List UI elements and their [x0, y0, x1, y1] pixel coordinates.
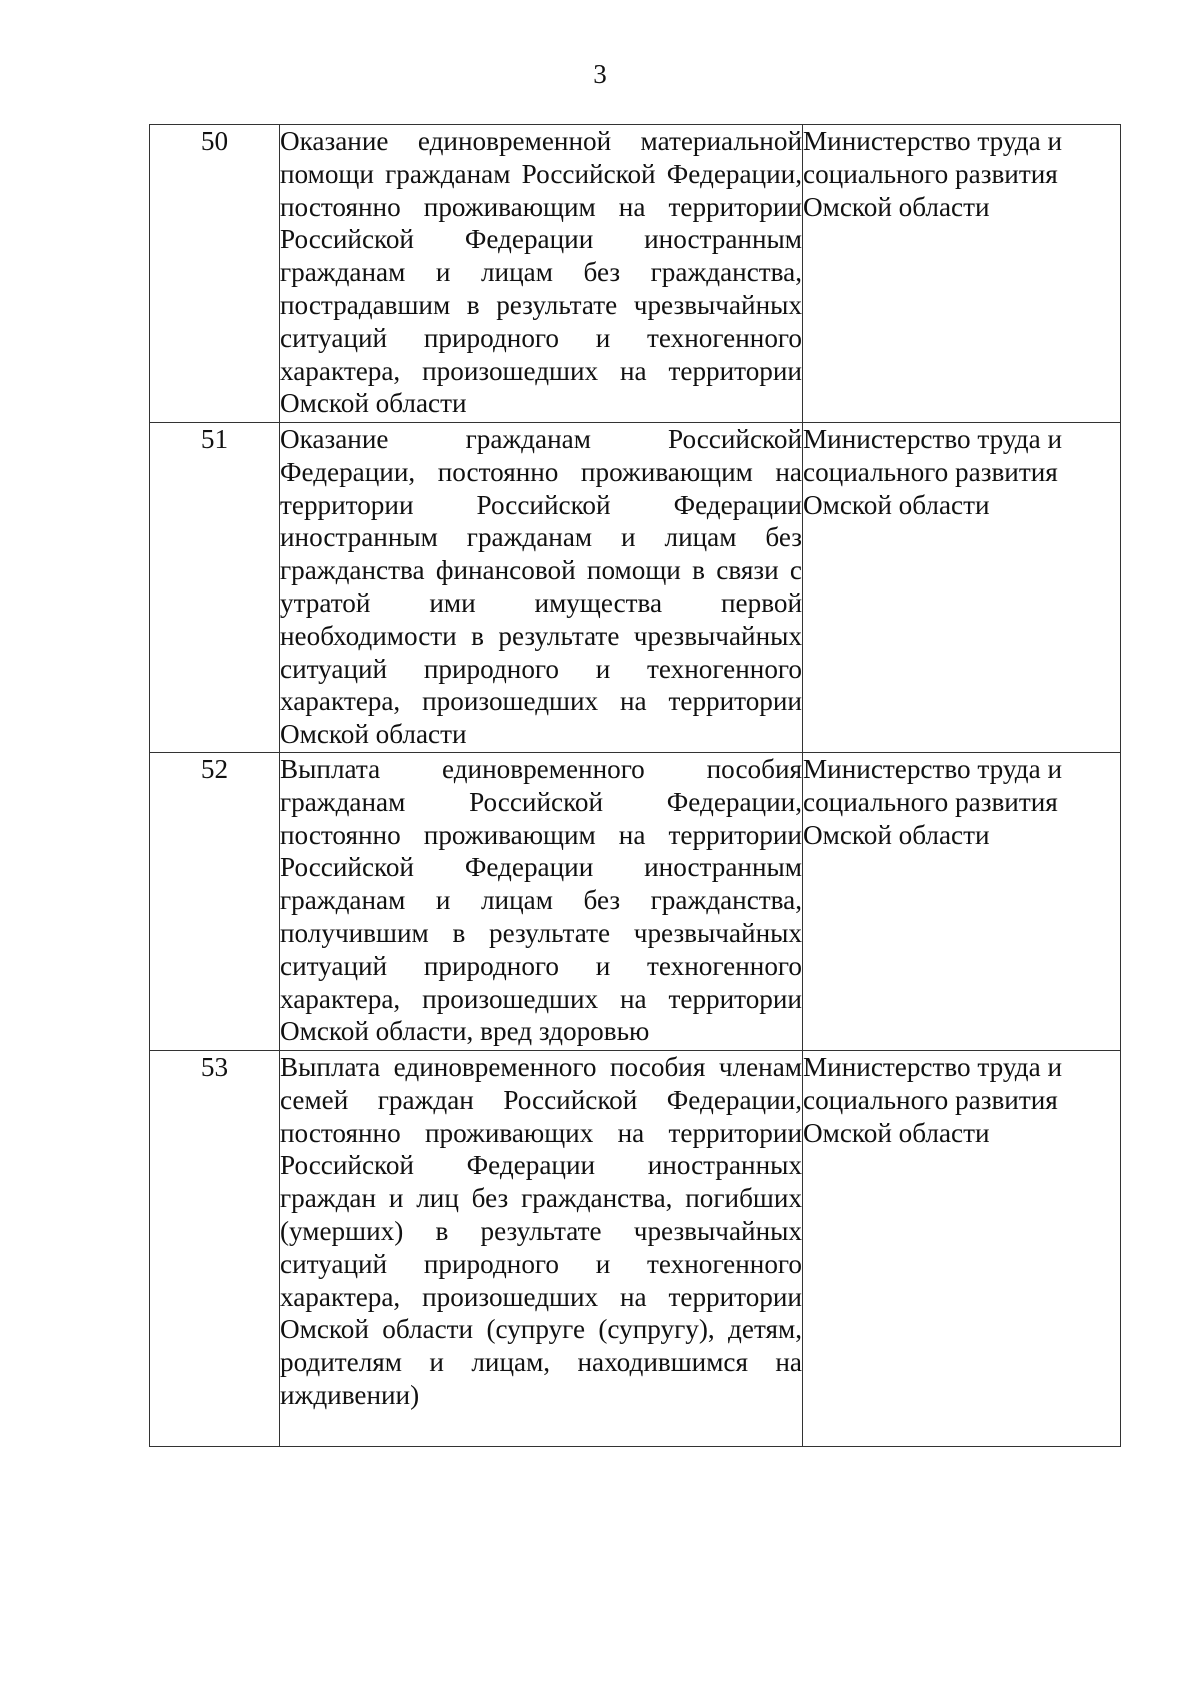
row-number: 53: [150, 1051, 280, 1447]
responsible-authority: Министерство труда и социального развития Омской области: [803, 753, 1121, 1051]
responsible-authority: Министерство труда и социального развития Омской области: [803, 1051, 1121, 1447]
service-description: Оказание единовременной материальной помощи гражданам Российской Федерации, постоянно проживающим на территории Российской Федерации иностранным гражданам и лицам без гражданства, пострадавшим в результате чрезвычайных ситуаций природного и техногенного характера, произошедших на территории Омской области: [280, 125, 803, 423]
service-description: Выплата единовременного пособия членам семей граждан Российской Федерации, постоянно проживающих на территории Российской Федерации иностранных граждан и лиц без гражданства, погибших (умерших) в результате чрезвычайных ситуаций природного и техногенного характера, произошедших на территории Омской области (супруге (супругу), детям, родителям и лицам, находившимся на иждивении): [280, 1051, 803, 1447]
responsible-authority: Министерство труда и социального развития Омской области: [803, 125, 1121, 423]
row-number: 50: [150, 125, 280, 423]
service-description: Оказание гражданам Российской Федерации, постоянно проживающим на территории Российской Федерации иностранным гражданам и лицам без гражданства финансовой помощи в связи с утратой ими имущества первой необходимости в результате чрезвычайных ситуаций природного и техногенного характера, произошедших на территории Омской области: [280, 423, 803, 753]
table-row: [150, 1051, 1121, 1447]
table-row: [150, 423, 1121, 753]
service-description: Выплата единовременного пособия гражданам Российской Федерации, постоянно проживающим на территории Российской Федерации иностранным гражданам и лицам без гражданства, получившим в результате чрезвычайных ситуаций природного и техногенного характера, произошедших на территории Омской области, вред здоровью: [280, 753, 803, 1051]
table-row: [150, 125, 1121, 423]
row-number: 51: [150, 423, 280, 753]
services-table: [149, 124, 1121, 1447]
responsible-authority: Министерство труда и социального развития Омской области: [803, 423, 1121, 753]
page-number: 3: [593, 59, 607, 89]
row-number: 52: [150, 753, 280, 1051]
table-row: [150, 753, 1121, 1051]
